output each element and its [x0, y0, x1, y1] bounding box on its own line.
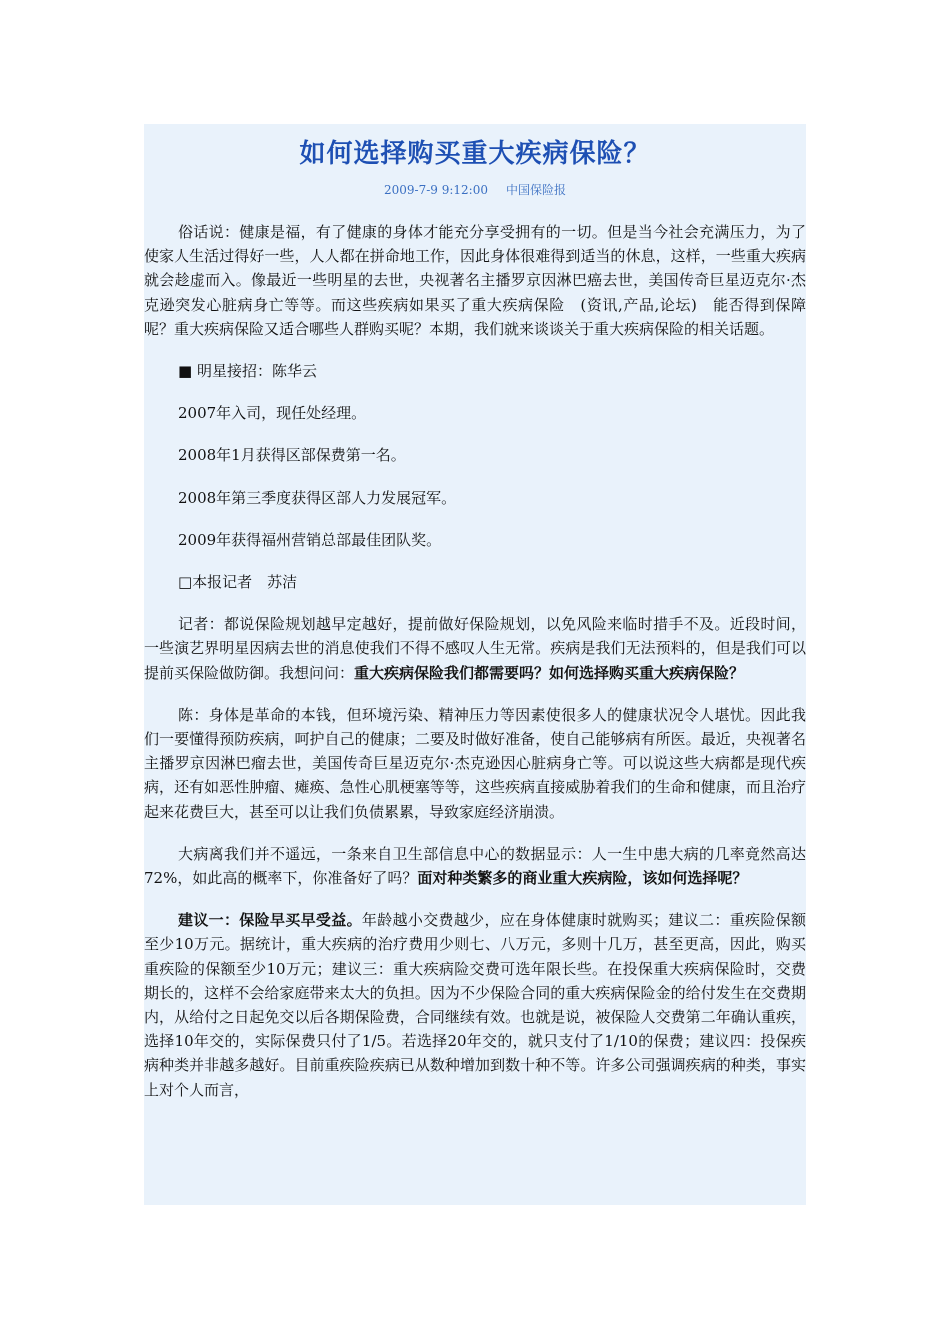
- article-panel: [144, 124, 806, 1205]
- article-body: [144, 200, 806, 1102]
- question-paragraph: [144, 612, 806, 685]
- article-source: 中国保险报: [505, 183, 566, 197]
- star-line-4: 2009年获得福州营销总部最佳团队奖。: [178, 530, 442, 549]
- intro-paragraph: 俗话说：健康是福，有了健康的身体才能充分享受拥有的一切。但是当今社会充满压力，为了使家人生活过得好一些，人人都在拼命地工作，因此身体很难得到适当的休息，这样，一些重大疾病就会趁虚而入。像最近一些明星的去世，央视著名主播罗京因淋巴癌去世，美国传奇巨星迈克尔·杰克逊突发心脏病身亡等等。而这些疾病如果买了重大疾病保险 (资讯,产品,论坛) 能否得到保障呢？重大疾病保险又适合哪些人群购买呢？本期，我们就来谈谈关于重大疾病保险的相关话题。: [144, 223, 806, 338]
- advice-bold: 建议一：保险早买早受益。: [178, 911, 362, 930]
- star-heading: ■ 明星接招：陈华云: [178, 362, 317, 381]
- statistics-paragraph: [144, 842, 806, 890]
- answer-paragraph: 陈：身体是革命的本钱，但环境污染、精神压力等因素使很多人的健康状况令人堪忧。因此我们一要懂得预防疾病，呵护自己的健康；二要及时做好准备，使自己能够病有所医。最近，央视著名主播罗京因淋巴瘤去世，美国传奇巨星迈克尔·杰克逊因心脏病身亡等。可以说这些大病都是现代疾病，还有如恶性肿瘤、瘫痪、急性心肌梗塞等等，这些疾病直接威胁着我们的生命和健康，而且治疗起来花费巨大，甚至可以让我们负债累累，导致家庭经济崩溃。: [144, 705, 806, 821]
- article-meta: [144, 180, 806, 200]
- star-line-2: 2008年1月获得区部保费第一名。: [178, 446, 406, 465]
- statistics-bold: 面对种类繁多的商业重大疾病险，该如何选择呢？: [417, 869, 748, 888]
- statistics-text: 大病离我们并不遥远，一条来自卫生部信息中心的数据显示：人一生中患大病的几率竟然高达72%，如此高的概率下，你准备好了吗？: [144, 844, 806, 888]
- article-title: 如何选择购买重大疾病保险？: [299, 139, 651, 169]
- question-text: 记者：都说保险规划越早定越好，提前做好保险规划，以免风险来临时措手不及。近段时间，一些演艺界明星因病去世的消息使我们不得不感叹人生无常。疾病是我们无法预料的，但是我们可以提前买保险做防御。我想问问：: [144, 615, 806, 682]
- question-bold: 重大疾病保险我们都需要吗？如何选择购买重大疾病保险？: [354, 663, 745, 682]
- star-line-1: 2007年入司，现任处经理。: [178, 404, 367, 423]
- advice-paragraph: [144, 908, 806, 1102]
- advice-text: 年龄越小交费越少，应在身体健康时就购买；建议二：重疾险保额至少10万元。据统计，重大疾病的治疗费用少则七、八万元，多则十几万，甚至更高，因此，购买重疾险的保额至少10万元；建议三：重大疾病险交费可选年限长些。在投保重大疾病保险时，交费期长的，这样不会给家庭带来太大的负担。因为不少保险合同的重大疾病保险金的给付发生在交费期内，从给付之日起免交以后各期保险费，合同继续有效。也就是说，被保险人交费第二年确认重疾，选择10年交的，实际保费只付了1/5。若选择20年交的，就只支付了1/10的保费；建议四：投保疾病种类并非越多越好。目前重疾险疾病已从数种增加到数十种不等。许多公司强调疾病的种类，事实上对个人而言，: [144, 911, 806, 1099]
- article-date: 2009-7-9 9:12:00: [383, 183, 488, 197]
- star-line-3: 2008年第三季度获得区部人力发展冠军。: [178, 488, 457, 507]
- reporter-line: □本报记者 苏洁: [178, 573, 298, 592]
